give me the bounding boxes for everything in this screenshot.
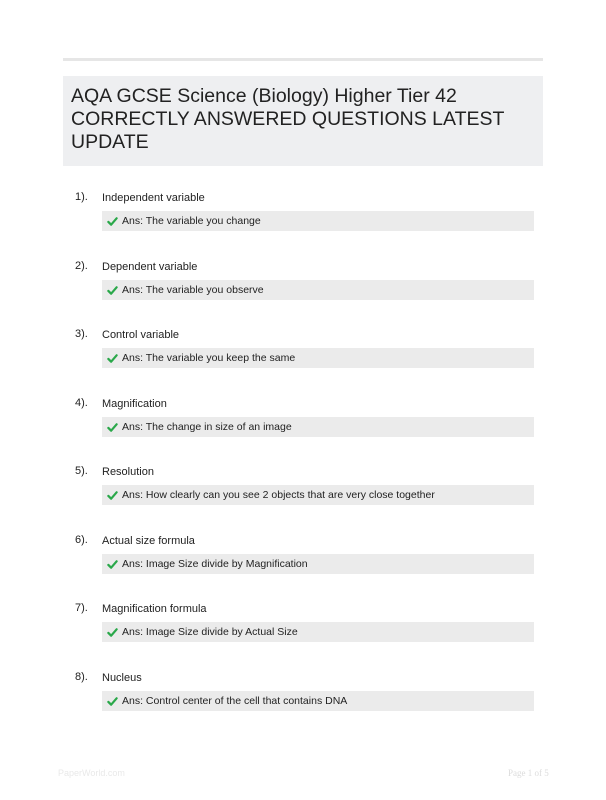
question-number: 6). <box>75 534 88 546</box>
document-title: AQA GCSE Science (Biology) Higher Tier 42 CORRECTLY ANSWERED QUESTIONS LATEST UPDATE <box>71 85 505 153</box>
answer-text: Ans: The change in size of an image <box>122 421 292 433</box>
question-text: Control variable <box>102 329 180 341</box>
check-icon <box>107 353 118 364</box>
question-number: 4). <box>75 397 88 409</box>
question-number: 2). <box>75 260 88 272</box>
question-item <box>0 397 606 457</box>
check-icon <box>107 490 118 501</box>
question-text: Nucleus <box>102 672 142 684</box>
answer-text: Ans: The variable you observe <box>122 284 264 296</box>
check-icon <box>107 285 118 296</box>
answer-box <box>102 348 534 368</box>
question-item <box>0 671 606 731</box>
question-item <box>0 191 606 251</box>
page-number: Page 1 of 5 <box>508 768 549 778</box>
check-icon <box>107 696 118 707</box>
answer-box <box>102 211 534 231</box>
answer-text: Ans: The variable you change <box>122 215 261 227</box>
check-icon <box>107 216 118 227</box>
answer-box <box>102 691 534 711</box>
check-icon <box>107 422 118 433</box>
top-divider <box>63 58 543 61</box>
question-number: 8). <box>75 671 88 683</box>
question-text: Resolution <box>102 466 154 478</box>
question-number: 1). <box>75 191 88 203</box>
question-item <box>0 465 606 525</box>
question-text: Magnification formula <box>102 603 207 615</box>
footer-watermark: PaperWorld.com <box>58 768 125 778</box>
question-number: 5). <box>75 465 88 477</box>
answer-box <box>102 485 534 505</box>
question-item <box>0 602 606 662</box>
question-text: Magnification <box>102 398 167 410</box>
answer-text: Ans: How clearly can you see 2 objects that are very close together <box>122 489 435 501</box>
answer-text: Ans: The variable you keep the same <box>122 352 296 364</box>
question-number: 7). <box>75 602 88 614</box>
answer-box <box>102 280 534 300</box>
answer-text: Ans: Image Size divide by Magnification <box>122 558 308 570</box>
title-box <box>63 76 543 166</box>
question-item <box>0 534 606 594</box>
answer-box <box>102 622 534 642</box>
answer-text: Ans: Control center of the cell that contains DNA <box>122 695 348 707</box>
question-item <box>0 260 606 320</box>
question-text: Dependent variable <box>102 261 198 273</box>
question-number: 3). <box>75 328 88 340</box>
answer-box <box>102 554 534 574</box>
check-icon <box>107 627 118 638</box>
check-icon <box>107 559 118 570</box>
question-text: Independent variable <box>102 192 205 204</box>
question-item <box>0 328 606 388</box>
question-text: Actual size formula <box>102 535 195 547</box>
answer-text: Ans: Image Size divide by Actual Size <box>122 626 298 638</box>
answer-box <box>102 417 534 437</box>
